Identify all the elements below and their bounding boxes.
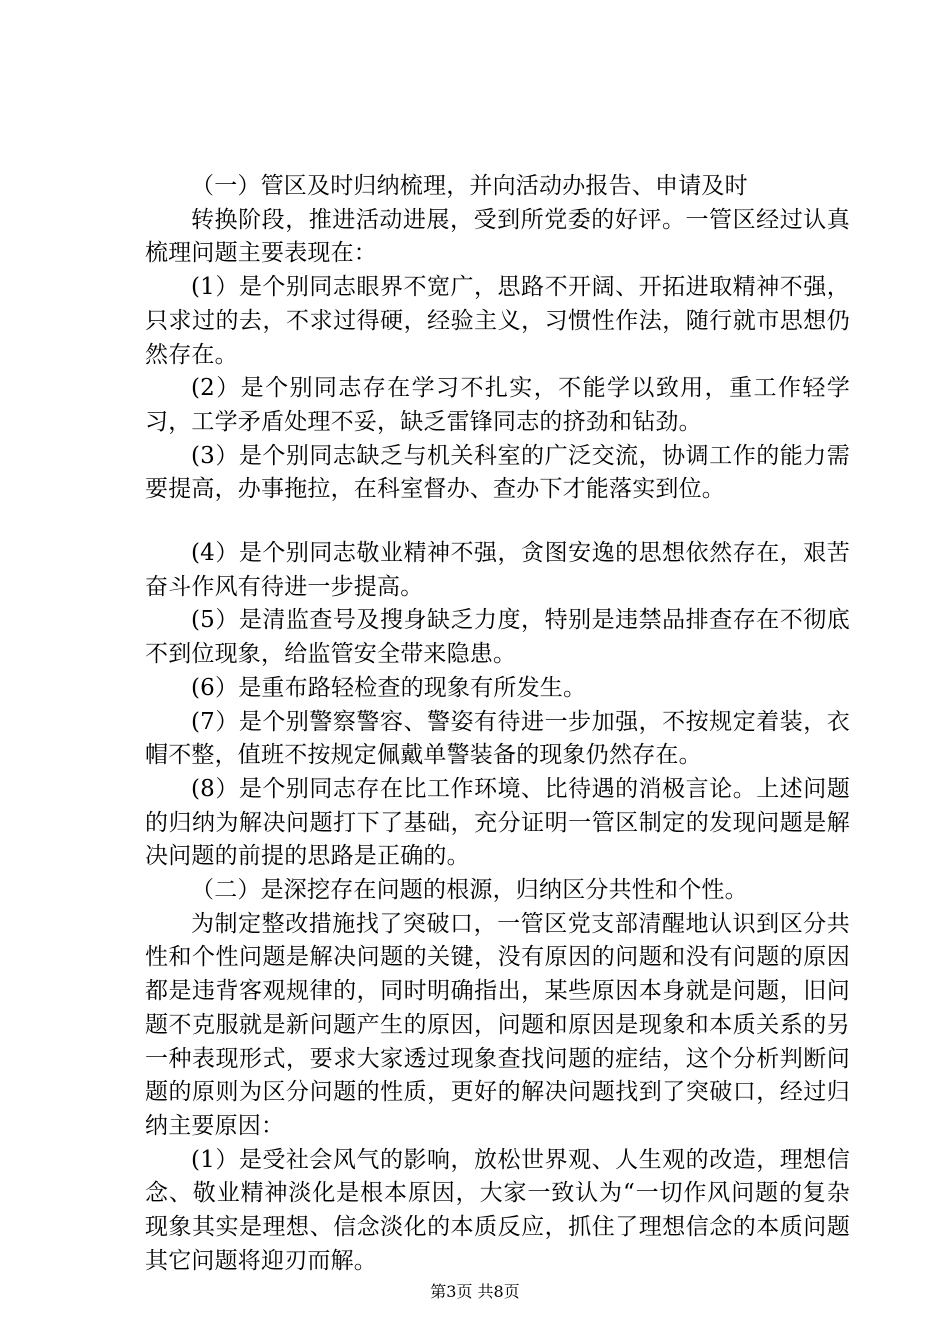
paragraph-9: (7）是个别警察警容、警姿有待进一步加强，不按规定着装，衣帽不整，值班不按规定佩戴单警装备的现象仍然存在。 — [145, 708, 850, 769]
page-footer — [0, 1282, 950, 1302]
paragraph-2: 转换阶段，推进活动进展，受到所党委的好评。一管区经过认真梳理问题主要表现在： — [145, 206, 850, 267]
paragraph-4: (2）是个别同志存在学习不扎实，不能学以致用，重工作轻学习，工学矛盾处理不妥，缺乏雷锋同志的挤劲和钻劲。 — [145, 375, 850, 435]
paragraph-1: （一）管区及时归纳梳理，并向活动办报告、申请及时 — [191, 173, 748, 199]
paragraph-11: （二）是深挖存在问题的根源，归纳区分共性和个性。 — [191, 877, 748, 904]
document-body — [145, 170, 850, 1279]
paragraph-12: 为制定整改措施找了突破口，一管区党支部清醒地认识到区分共性和个性问题是解决问题的关键，没有原因的问题和没有问题的原因都是违背客观规律的，同时明确指出，某些原因本身就是问题，旧问题不克服就是新问题产生的原因，问题和原因是现象和本质关系的另一种表现形式，要求大家透过现象查找问题的症结，这个分析判断问题的原则为区分问题的性质，更好的解决问题找到了突破口，经过归纳主要原因： — [145, 910, 850, 1139]
paragraph-10: (8）是个别同志存在比工作环境、比待遇的消极言论。上述问题的归纳为解决问题打下了基础，充分证明一管区制定的发现问题是解决问题的前提的思路是正确的。 — [145, 775, 850, 870]
paragraph-3: (1）是个别同志眼界不宽广，思路不开阔、开拓进取精神不强，只求过的去，不求过得硬，经验主义，习惯性作法，随行就市思想仍然存在。 — [145, 274, 850, 368]
paragraph-6: (4）是个别同志敬业精神不强，贪图安逸的思想依然存在，艰苦奋斗作风有待进一步提高。 — [145, 540, 850, 600]
paragraph-8: (6）是重布路轻检查的现象有所发生。 — [191, 674, 587, 701]
paragraph-13: (1）是受社会风气的影响，放松世界观、人生观的改造，理想信念、敬业精神淡化是根本原因，大家一致认为“一切作风问题的复杂现象其实是理想、信念淡化的本质反应，抓住了理想信念的本质问题其它问题将迎刃而解。 — [145, 1146, 850, 1274]
page-number-label: 第3页 共8页 — [430, 1282, 520, 1301]
paragraph-5: (3）是个别同志缺乏与机关科室的广泛交流，协调工作的能力需要提高，办事拖拉，在科室督办、查办下才能落实到位。 — [145, 442, 850, 503]
paragraph-7: (5）是清监查号及搜身缺乏力度，特别是违禁品排查存在不彻底不到位现象，给监管安全带来隐患。 — [145, 607, 850, 668]
